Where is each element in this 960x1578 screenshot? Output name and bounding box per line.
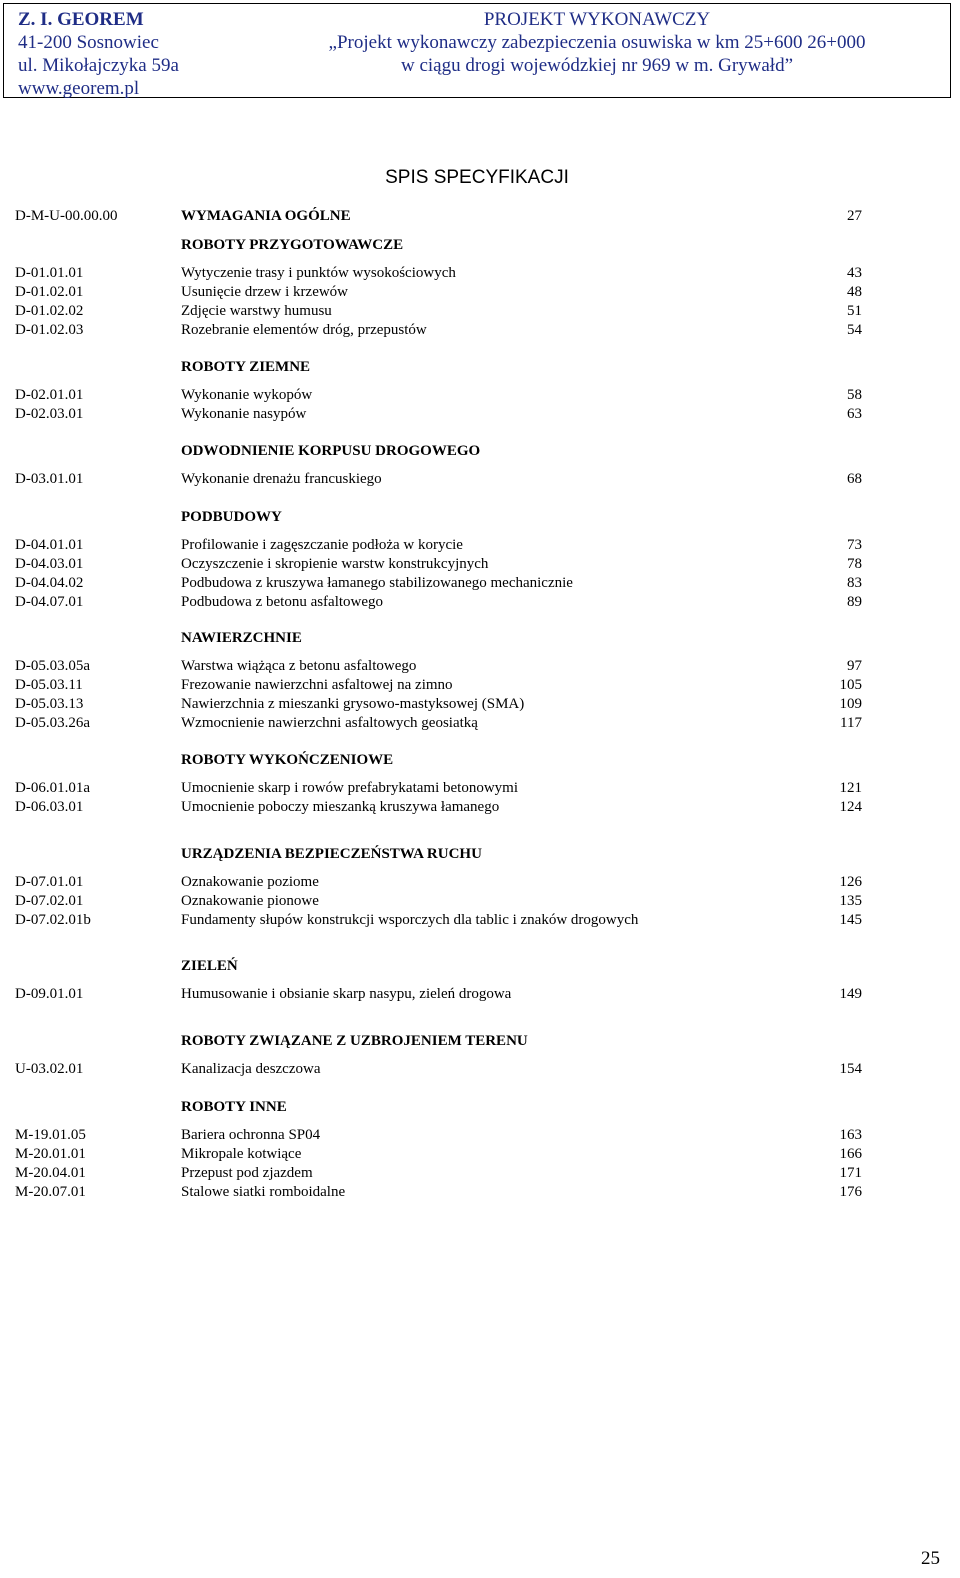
spec-title-text: Podbudowa z betonu asfaltowego: [181, 594, 384, 610]
spec-page: 58: [847, 387, 862, 403]
spec-page: 97: [847, 658, 862, 674]
spec-title-text: ROBOTY ZWIĄZANE Z UZBROJENIEM TERENU: [181, 1033, 528, 1049]
spec-page: 149: [839, 986, 862, 1002]
spec-page: 43: [847, 265, 862, 281]
toc-row: [0, 1163, 960, 1183]
spec-title-text: ZIELEŃ: [181, 958, 238, 974]
spec-title-text: Rozebranie elementów dróg, przepustów: [181, 322, 427, 338]
spec-title-text: NAWIERZCHNIE: [181, 630, 302, 646]
spec-title-text: Bariera ochronna SP04: [181, 1127, 321, 1143]
company-street: ul. Mikołajczyka 59a: [18, 55, 179, 76]
spec-code: U-03.02.01: [15, 1061, 84, 1077]
spec-code: D-01.02.01: [15, 284, 84, 300]
spec-code: D-01.01.01: [15, 265, 84, 281]
spec-title-text: Mikropale kotwiące: [181, 1146, 302, 1162]
spec-page: 27: [847, 208, 862, 224]
spec-code: D-05.03.13: [15, 696, 84, 712]
spec-title-text: Zdjęcie warstwy humusu: [181, 303, 332, 319]
spec-page: 171: [839, 1165, 862, 1181]
section-heading: [0, 956, 960, 976]
spec-page: 78: [847, 556, 862, 572]
spec-code: D-05.03.05a: [15, 658, 90, 674]
spec-page: 109: [839, 696, 862, 712]
spec-title: SPIS SPECYFIKACJI: [385, 167, 569, 188]
spec-code: D-05.03.11: [15, 677, 83, 693]
toc-row: [0, 713, 960, 733]
spec-page: 124: [839, 799, 862, 815]
toc-row-general: [0, 206, 960, 226]
spec-code: D-04.03.01: [15, 556, 84, 572]
spec-title-text: Wykonanie wykopów: [181, 387, 313, 403]
toc-row: [0, 320, 960, 340]
spec-title-text: Oczyszczenie i skropienie warstw konstrukcyjnych: [181, 556, 489, 572]
spec-code: D-04.07.01: [15, 594, 84, 610]
toc-row: [0, 797, 960, 817]
spec-title-text: Oznakowanie poziome: [181, 874, 319, 890]
spec-page: 89: [847, 594, 862, 610]
section-heading: [0, 628, 960, 648]
spec-title-text: ROBOTY WYKOŃCZENIOWE: [181, 752, 394, 768]
spec-code: D-02.01.01: [15, 387, 84, 403]
section-heading: [0, 844, 960, 864]
spec-page: 117: [840, 715, 862, 731]
toc-row: [0, 1059, 960, 1079]
section-heading: [0, 235, 960, 255]
toc-row: [0, 385, 960, 405]
spec-code: D-09.01.01: [15, 986, 84, 1002]
toc-row: [0, 301, 960, 321]
spec-code: D-01.02.03: [15, 322, 84, 338]
spec-page: 48: [847, 284, 862, 300]
spec-code: D-04.04.02: [15, 575, 84, 591]
spec-page: 163: [839, 1127, 862, 1143]
toc-row: [0, 554, 960, 574]
toc-row: [0, 910, 960, 930]
company-website: www.georem.pl: [18, 78, 140, 99]
toc-row: [0, 984, 960, 1004]
spec-code: M-20.07.01: [15, 1184, 86, 1200]
document-header: [3, 3, 951, 98]
spec-title-text: Humusowanie i obsianie skarp nasypu, zieleń drogowa: [181, 986, 512, 1002]
spec-title-text: URZĄDZENIA BEZPIECZEŃSTWA RUCHU: [181, 846, 482, 862]
spec-title-text: Fundamenty słupów konstrukcji wsporczych dla tablic i znaków drogowych: [181, 912, 639, 928]
toc-row: [0, 263, 960, 283]
toc-row: [0, 1182, 960, 1202]
company-name: Z. I. GEOREM: [18, 9, 144, 30]
spec-title-text: Wzmocnienie nawierzchni asfaltowych geosiatką: [181, 715, 478, 731]
spec-title-text: Usunięcie drzew i krzewów: [181, 284, 349, 300]
spec-title-text: Warstwa wiążąca z betonu asfaltowego: [181, 658, 417, 674]
spec-title-text: ROBOTY PRZYGOTOWAWCZE: [181, 237, 404, 253]
spec-title-text: PODBUDOWY: [181, 509, 282, 525]
spec-page: 83: [847, 575, 862, 591]
spec-page: 135: [839, 893, 862, 909]
toc-row: [0, 282, 960, 302]
section-heading: [0, 750, 960, 770]
spec-code: D-04.01.01: [15, 537, 84, 553]
toc-row: [0, 872, 960, 892]
spec-code: D-M-U-00.00.00: [15, 208, 118, 224]
spec-page: 145: [839, 912, 862, 928]
spec-title-text: Kanalizacja deszczowa: [181, 1061, 321, 1077]
spec-title-text: Wytyczenie trasy i punktów wysokościowych: [181, 265, 456, 281]
spec-title-text: WYMAGANIA OGÓLNE: [181, 208, 351, 224]
spec-title-text: Wykonanie nasypów: [181, 406, 307, 422]
spec-page: 176: [839, 1184, 862, 1200]
toc-row: [0, 592, 960, 612]
spec-title-text: Profilowanie i zagęszczanie podłoża w korycie: [181, 537, 463, 553]
section-heading: [0, 507, 960, 527]
spec-code: D-05.03.26a: [15, 715, 90, 731]
spec-code: M-19.01.05: [15, 1127, 86, 1143]
project-type: PROJEKT WYKONAWCZY: [483, 9, 711, 30]
toc-row: [0, 675, 960, 695]
toc-row: [0, 573, 960, 593]
spec-code: D-07.01.01: [15, 874, 84, 890]
toc-row: [0, 778, 960, 798]
toc-row: [0, 535, 960, 555]
spec-title-text: ROBOTY ZIEMNE: [181, 359, 311, 375]
company-city: 41-200 Sosnowiec: [18, 32, 159, 53]
spec-page: 154: [839, 1061, 862, 1077]
spec-page: 105: [839, 677, 862, 693]
toc-row: [0, 694, 960, 714]
spec-code: M-20.04.01: [15, 1165, 86, 1181]
project-title-line-2: w ciągu drogi wojewódzkiej nr 969 w m. Grywałd”: [400, 55, 794, 76]
toc-row: [0, 891, 960, 911]
spec-page: 54: [847, 322, 862, 338]
spec-title-text: Stalowe siatki romboidalne: [181, 1184, 346, 1200]
spec-title-text: Umocnienie skarp i rowów prefabrykatami betonowymi: [181, 780, 518, 796]
spec-page: 126: [839, 874, 862, 890]
toc-row: [0, 469, 960, 489]
spec-title-text: Nawierzchnia z mieszanki grysowo-mastyksowej (SMA): [181, 696, 525, 712]
spec-page: 68: [847, 471, 862, 487]
toc-row: [0, 656, 960, 676]
spec-code: D-07.02.01: [15, 893, 84, 909]
spec-title-text: Frezowanie nawierzchni asfaltowej na zimno: [181, 677, 453, 693]
spec-title-text: Podbudowa z kruszywa łamanego stabilizowanego mechanicznie: [181, 575, 573, 591]
page-number: 25: [921, 1548, 940, 1569]
spec-page: 63: [847, 406, 862, 422]
spec-code: D-07.02.01b: [15, 912, 91, 928]
spec-code: D-02.03.01: [15, 406, 84, 422]
spec-page: 73: [847, 537, 862, 553]
spec-code: M-20.01.01: [15, 1146, 86, 1162]
toc-row: [0, 404, 960, 424]
spec-page: 51: [847, 303, 862, 319]
spec-title-text: Oznakowanie pionowe: [181, 893, 319, 909]
section-heading: [0, 1097, 960, 1117]
spec-title-text: ROBOTY INNE: [181, 1099, 287, 1115]
project-title-line-1: „Projekt wykonawczy zabezpieczenia osuwiska w km 25+600 26+000: [328, 32, 866, 53]
spec-page: 166: [839, 1146, 862, 1162]
section-heading: [0, 441, 960, 461]
toc-row: [0, 1144, 960, 1164]
spec-code: D-03.01.01: [15, 471, 84, 487]
spec-title-text: Wykonanie drenażu francuskiego: [181, 471, 382, 487]
section-heading: [0, 1031, 960, 1051]
spec-title-text: Przepust pod zjazdem: [181, 1165, 313, 1181]
spec-title-text: ODWODNIENIE KORPUSU DROGOWEGO: [181, 443, 481, 459]
spec-code: D-06.03.01: [15, 799, 84, 815]
spec-title-text: Umocnienie poboczy mieszanką kruszywa łamanego: [181, 799, 500, 815]
spec-code: D-01.02.02: [15, 303, 84, 319]
spec-page: 121: [839, 780, 862, 796]
section-heading: [0, 357, 960, 377]
spec-code: D-06.01.01a: [15, 780, 90, 796]
toc-row: [0, 1125, 960, 1145]
